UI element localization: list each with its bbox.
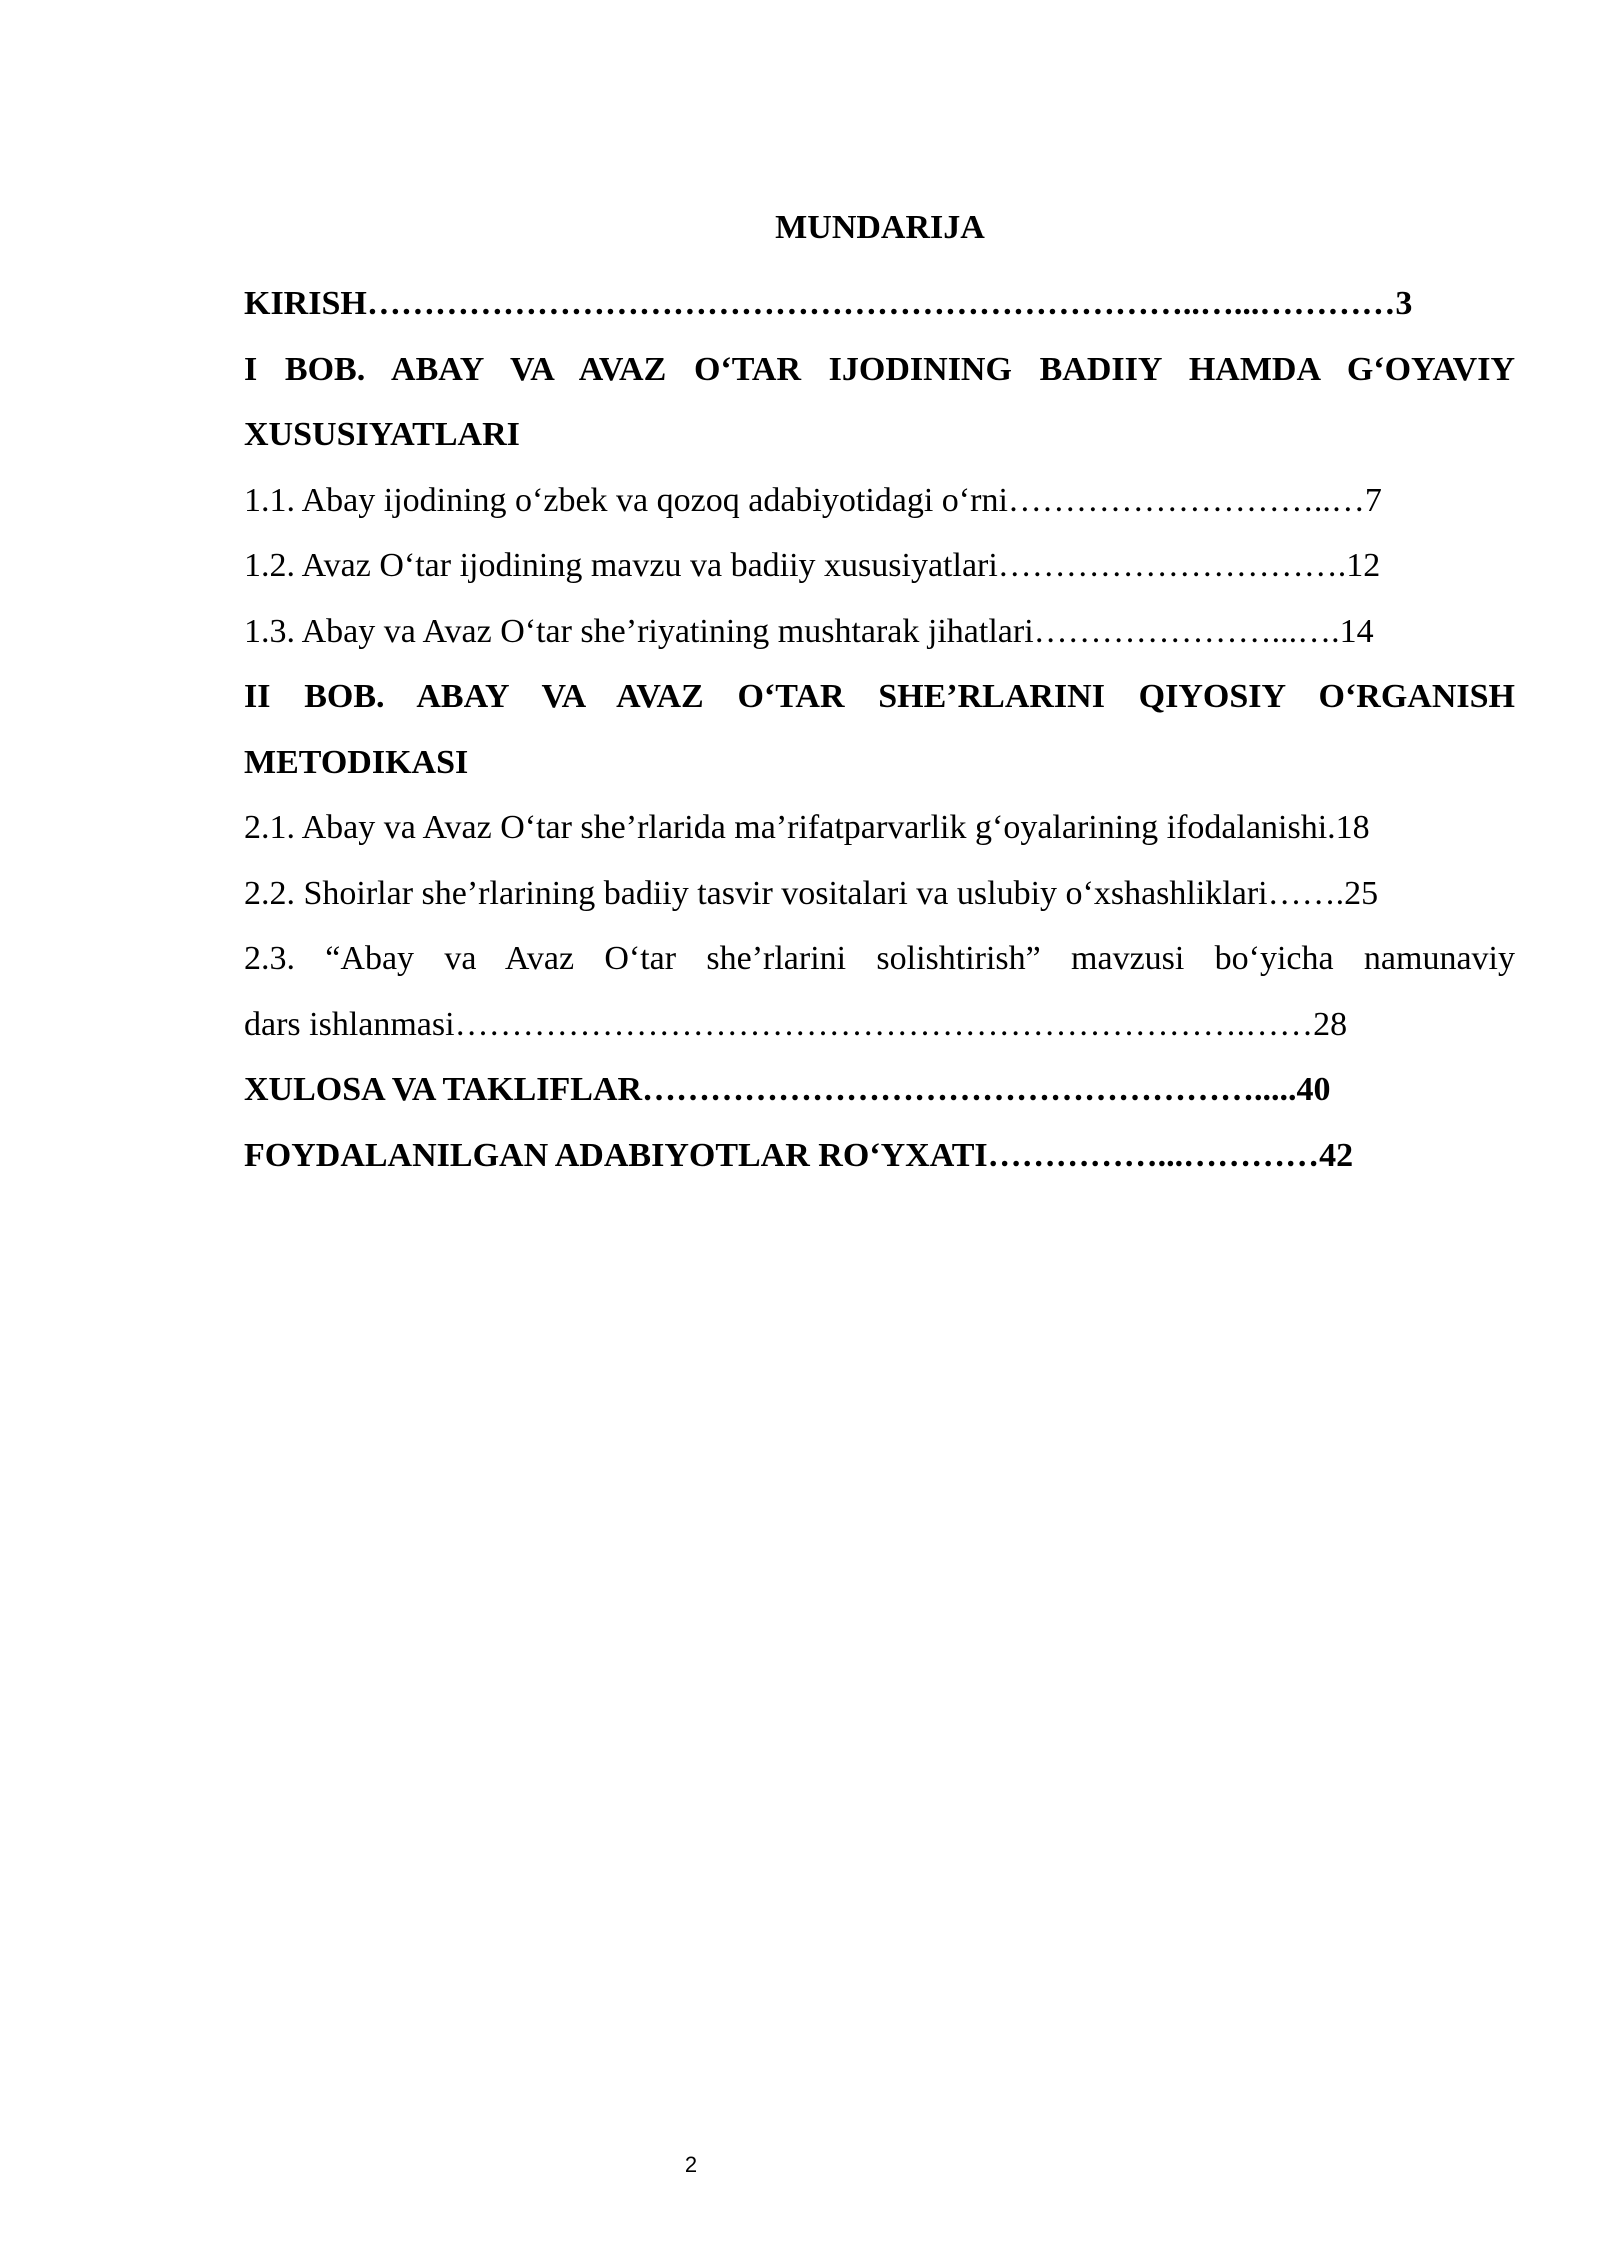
page-title: MUNDARIJA <box>775 209 985 246</box>
toc-entry-1-2: 1.2. Avaz O‘tar ijodining mavzu va badiiy xususiyatlari………………………….12 <box>244 547 1381 584</box>
toc-entry-2-3: 2.3. “Abay va Avaz O‘tar she’rlarini solishtirish” mavzusi bo‘yicha namunaviy <box>244 940 1515 977</box>
toc-entry-2-1: 2.1. Abay va Avaz O‘tar she’rlarida ma’rifatparvarlik g‘oyalarining ifodalanishi.18 <box>244 809 1370 846</box>
table-of-contents <box>244 271 1515 1188</box>
toc-entry-adabiyotlar: FOYDALANILGAN ADABIYOTLAR RO‘YXATI……………...…………42 <box>244 1136 1354 1174</box>
toc-chapter-2-heading: II BOB. ABAY VA AVAZ O‘TAR SHE’RLARINI QIYOSIY O‘RGANISH <box>244 678 1515 715</box>
toc-entry-1-1: 1.1. Abay ijodining o‘zbek va qozoq adabiyotidagi o‘rni………………………..…7 <box>244 481 1382 519</box>
toc-chapter-1-heading: I BOB. ABAY VA AVAZ O‘TAR IJODINING BADIIY HAMDA G‘OYAVIY <box>244 350 1515 388</box>
toc-chapter-2-heading-cont: METODIKASI <box>244 743 469 781</box>
toc-entry-2-2: 2.2. Shoirlar she’rlarining badiiy tasvir vositalari va uslubiy o‘xshashliklari…….25 <box>244 874 1379 912</box>
toc-entry-kirish: KIRISH………………………………………………………………..…...…………3 <box>244 285 1413 322</box>
toc-entry-xulosa: XULOSA VA TAKLIFLAR……………………………………………….....40 <box>244 1071 1331 1108</box>
toc-chapter-1-heading-cont: XUSUSIYATLARI <box>244 416 520 453</box>
page-number: 2 <box>684 2152 698 2177</box>
toc-entry-2-3-cont: dars ishlanmasi…………………………………………………………….……28 <box>244 1005 1348 1043</box>
toc-entry-1-3: 1.3. Abay va Avaz O‘tar she’riyatining mushtarak jihatlari…………………...….14 <box>244 612 1374 650</box>
